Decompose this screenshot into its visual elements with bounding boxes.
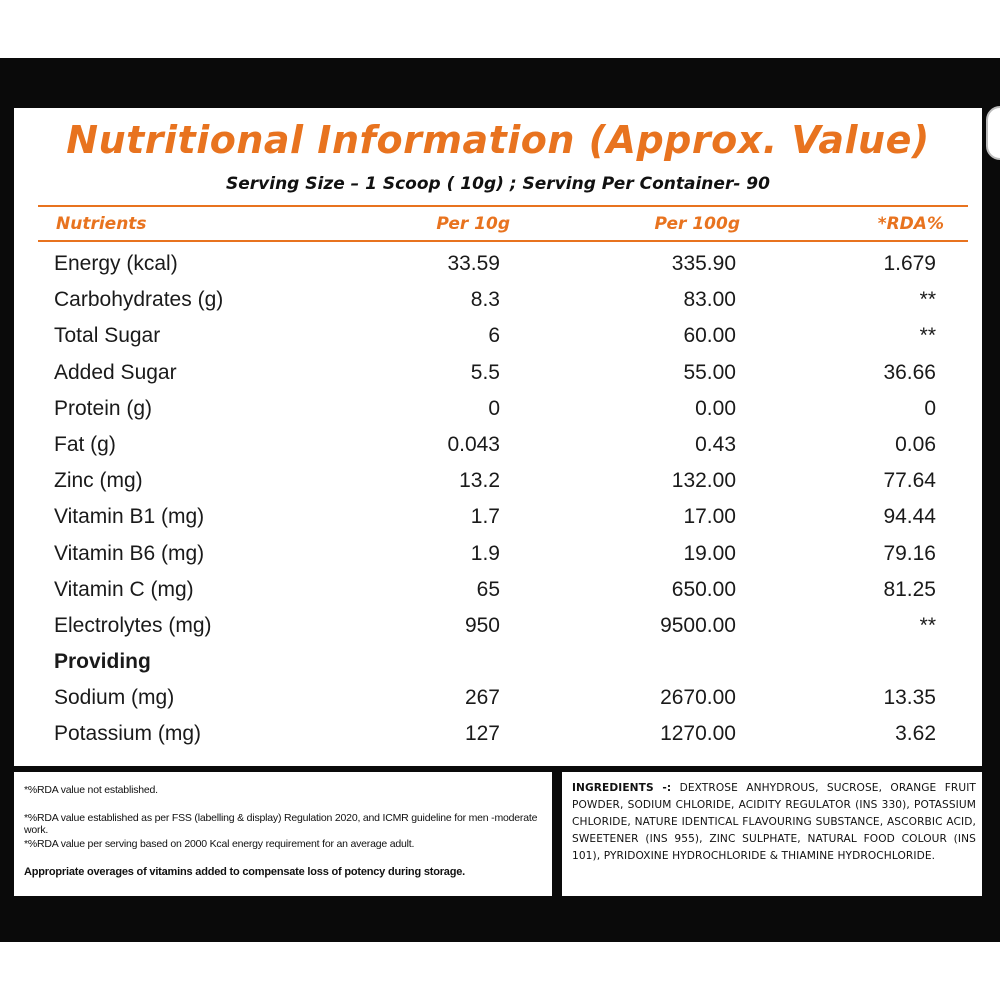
- value-per-100g: 1270.00: [660, 722, 736, 746]
- table-row: [14, 320, 982, 356]
- value-per-100g: 0.00: [695, 396, 736, 420]
- corner-tab: [986, 106, 1000, 160]
- table-row: [14, 465, 982, 501]
- value-rda: 3.62: [895, 722, 936, 746]
- column-header-per-100g: Per 100g: [654, 214, 740, 234]
- table-row: [14, 718, 982, 754]
- footnote-rda-fss-regulation: *%RDA value established as per FSS (labelling & display) Regulation 2020, and ICMR guideline for men -moderate work.: [24, 812, 538, 836]
- value-per-10g: 0: [488, 396, 500, 420]
- table-row: [14, 284, 982, 320]
- footnotes-box: [14, 772, 552, 896]
- value-per-100g: 55.00: [683, 360, 736, 384]
- value-per-100g: 650.00: [671, 577, 736, 601]
- value-per-10g: 1.7: [470, 505, 500, 529]
- page-title: Nutritional Information (Approx. Value): [66, 118, 930, 162]
- column-header-nutrients: Nutrients: [56, 214, 147, 234]
- nutrient-name: Electrolytes (mg): [54, 613, 212, 637]
- value-rda: 77.64: [883, 469, 936, 493]
- value-per-10g: 65: [476, 577, 500, 601]
- ingredients-label: INGREDIENTS -:: [572, 782, 672, 794]
- nutrient-name: Vitamin B6 (mg): [54, 541, 205, 565]
- value-rda: 81.25: [883, 577, 936, 601]
- value-per-10g: 267: [464, 686, 500, 710]
- footnote-overages: Appropriate overages of vitamins added to compensate loss of potency during storage.: [24, 866, 466, 878]
- nutrient-name: Vitamin B1 (mg): [54, 505, 205, 529]
- value-rda: 0.06: [895, 432, 936, 456]
- value-per-10g: 33.59: [447, 252, 500, 275]
- nutrient-rows: [14, 248, 982, 755]
- nutrient-name: Providing: [54, 650, 151, 674]
- nutrient-name: Fat (g): [54, 432, 116, 456]
- value-per-100g: 132.00: [671, 469, 736, 493]
- value-rda: 94.44: [883, 505, 936, 529]
- table-row: [14, 429, 982, 465]
- table-row: [14, 574, 982, 610]
- nutrient-name: Vitamin C (mg): [54, 577, 194, 601]
- value-rda: 36.66: [883, 360, 936, 384]
- column-header-per-10g: Per 10g: [436, 214, 510, 234]
- value-per-10g: 8.3: [470, 288, 500, 312]
- value-per-100g: 60.00: [683, 324, 736, 348]
- table-row: [14, 248, 982, 284]
- table-row: [14, 610, 982, 646]
- value-per-10g: 13.2: [459, 469, 500, 493]
- table-row: [14, 393, 982, 429]
- column-header-rda: *RDA%: [877, 214, 944, 234]
- header-bottom-divider: [38, 240, 968, 242]
- value-per-100g: 2670.00: [660, 686, 736, 710]
- ingredients-text: [572, 780, 976, 865]
- value-per-10g: 950: [464, 613, 500, 637]
- header-top-divider: [38, 205, 968, 207]
- value-rda: 1.679: [883, 252, 936, 275]
- nutrient-name: Zinc (mg): [54, 469, 143, 493]
- value-per-10g: 6: [488, 324, 500, 348]
- value-per-100g: 9500.00: [660, 613, 736, 637]
- value-rda: **: [919, 288, 936, 312]
- value-per-10g: 0.043: [447, 432, 500, 456]
- nutrient-name: Carbohydrates (g): [54, 288, 224, 312]
- nutrient-name: Sodium (mg): [54, 686, 175, 710]
- nutrient-name: Potassium (mg): [54, 722, 202, 746]
- ingredients-box: [562, 772, 982, 896]
- nutrient-name: Protein (g): [54, 396, 153, 420]
- value-per-100g: 83.00: [683, 288, 736, 312]
- table-row: [14, 501, 982, 537]
- value-per-10g: 5.5: [470, 360, 500, 384]
- section-heading-row: [14, 646, 982, 682]
- value-per-100g: 19.00: [683, 541, 736, 565]
- table-row: [14, 682, 982, 718]
- value-per-10g: 127: [464, 722, 500, 746]
- value-rda: 13.35: [883, 686, 936, 710]
- footnote-rda-2000-kcal: *%RDA value per serving based on 2000 Kcal energy requirement for an average adult.: [24, 838, 415, 850]
- table-row: [14, 538, 982, 574]
- nutrient-name: Total Sugar: [54, 324, 161, 348]
- table-row: [14, 357, 982, 393]
- nutrient-name: Energy (kcal): [54, 252, 178, 275]
- nutrition-table-card: [14, 108, 982, 766]
- value-rda: 79.16: [883, 541, 936, 565]
- serving-size-subtitle: Serving Size – 1 Scoop ( 10g) ; Serving Per Container- 90: [226, 174, 770, 194]
- value-per-100g: 0.43: [695, 432, 736, 456]
- footnote-rda-not-established: *%RDA value not established.: [24, 784, 158, 796]
- nutrient-name: Added Sugar: [54, 360, 177, 384]
- value-per-10g: 1.9: [470, 541, 500, 565]
- ingredients-list: DEXTROSE ANHYDROUS, SUCROSE, ORANGE FRUIT POWDER, SODIUM CHLORIDE, ACIDITY REGULATOR (INS 330), POTASSIUM CHLORIDE, NATURE IDENTICAL FLAVOURING SUBSTANCE, ASCORBIC ACID, SWEETENER (INS 955), ZINC SULPHATE, NATURAL FOOD COLOUR (INS 101), PYRIDOXINE HYDROCHLORIDE & THIAMINE HYDROCHLORIDE.: [572, 782, 977, 862]
- value-per-100g: 17.00: [683, 505, 736, 529]
- value-per-100g: 335.90: [671, 252, 736, 275]
- value-rda: 0: [924, 396, 936, 420]
- value-rda: **: [919, 324, 936, 348]
- value-rda: **: [919, 613, 936, 637]
